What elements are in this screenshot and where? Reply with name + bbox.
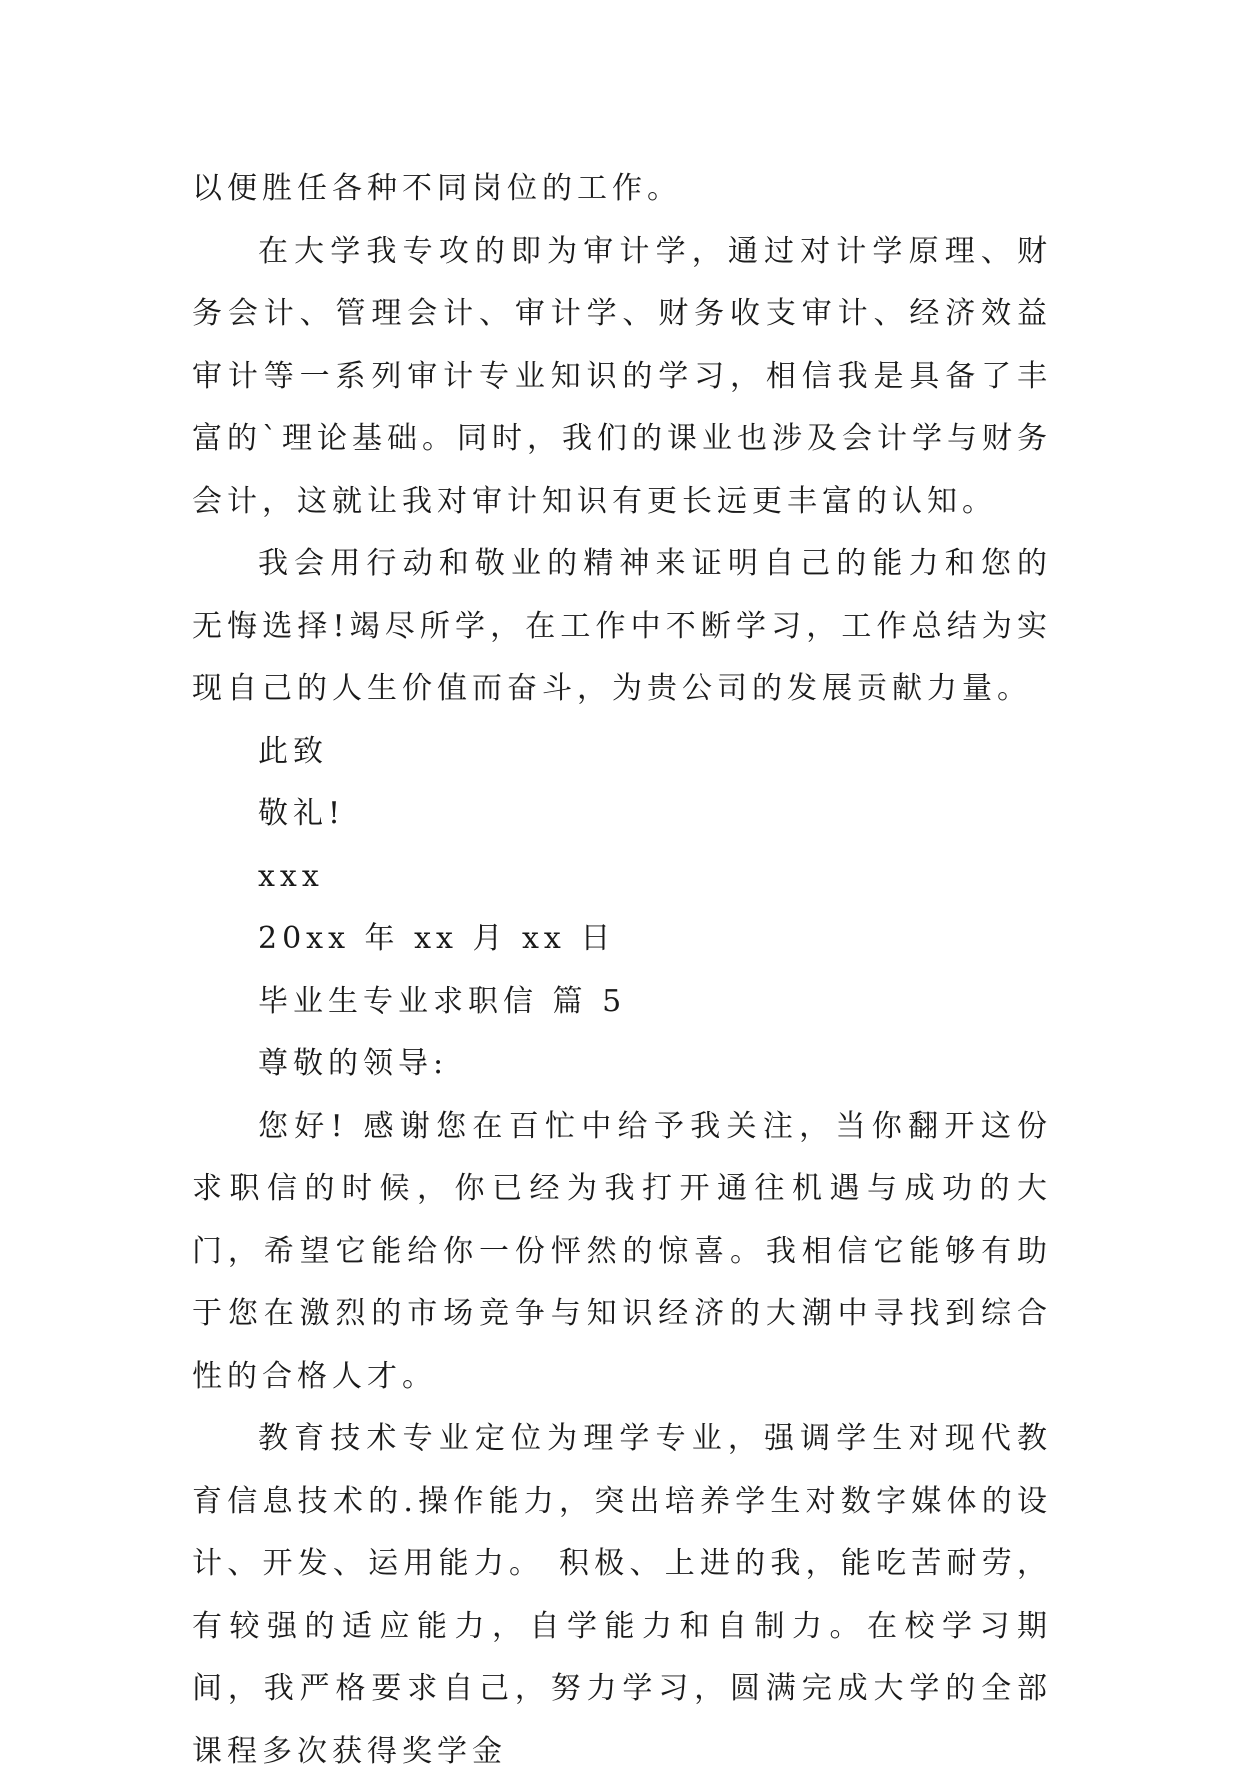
paragraph-audit-major: 在大学我专攻的即为审计学，通过对计学原理、财务会计、管理会计、审计学、财务收支审计、经济效益审计等一系列审计专业知识的学习，相信我是具备了丰富的`理论基础。同时，我们的课业也涉及会计学与财务会计，这就让我对审计知识有更长远更丰富的认知。 (192, 233, 1052, 519)
paragraph-education-tech: 教育技术专业定位为理学专业，强调学生对现代教育信息技术的.操作能力，突出培养学生对数字媒体的设计、开发、运用能力。 积极、上进的我，能吃苦耐劳，有较强的适应能力，自学能力和自制力。在校学习期间，我严格要求自己，努力学习，圆满完成大学的全部课程多次获得奖学金 (192, 1421, 1052, 1769)
salutation: 尊敬的领导: (258, 1046, 449, 1081)
paragraph-continuation: 以便胜任各种不同岗位的工作。 (192, 171, 682, 206)
signature: xxx (258, 858, 324, 894)
closing-salute: 敬礼! (258, 796, 346, 831)
paragraph-commitment: 我会用行动和敬业的精神来证明自己的能力和您的无悔选择!竭尽所学，在工作中不断学习，工作总结为实现自己的人生价值而奋斗，为贵公司的发展贡献力量。 (192, 546, 1052, 706)
section-title: 毕业生专业求职信 篇 5 (258, 983, 627, 1019)
paragraph-greeting: 您好! 感谢您在百忙中给予我关注，当你翻开这份求职信的时候，你已经为我打开通往机遇与成功的大门，希望它能给你一份怦然的惊喜。我相信它能够有助于您在激烈的市场竞争与知识经济的大潮中寻找到综合性的合格人才。 (192, 1108, 1052, 1394)
letter-date: 20xx 年 xx 月 xx 日 (258, 921, 616, 956)
document-body (192, 158, 1052, 1783)
closing-regards: 此致 (258, 733, 328, 769)
